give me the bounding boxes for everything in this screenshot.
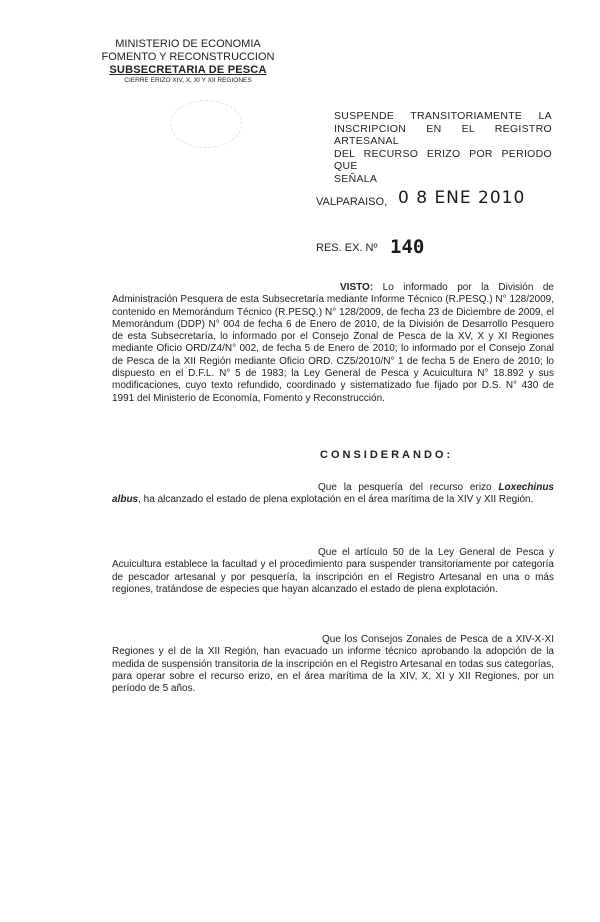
title-line: DEL RECURSO ERIZO POR PERIODO QUE	[334, 147, 552, 172]
considerando-heading: CONSIDERANDO:	[320, 449, 454, 461]
date-stamp: 0 8 ENE 2010	[398, 188, 526, 208]
visto-text: Lo informado por la División de Administración Pesquera de esta Subsecretaría mediante Informe Técnico (R.PESQ.) N° 128/2009, contenido en Memorándum Técnico (R.PESQ.) N° 128/2009, de fecha 23 de Diciembre de 2009, el Memorándum (DDP) N° 004 de fecha 6 de Enero de 2010, de la División de Desarrollo Pesquero de esta Subsecretaría, lo informado por el Consejo Zonal de Pesca de la XV, X y XI Regiones mediante Oficio ORD/Z4/N° 002, de fecha 5 de Enero de 2010; lo informado por el Consejo Zonal de Pesca de la XII Región mediante Oficio ORD. CZ5/2010/N° 1 de fecha 5 de Enero de 2010; lo dispuesto en el D.F.L. N° 5 de 1983; la Ley General de Pesca y Acuicultura N° 18.892 y sus modificaciones, cuyo texto refundido, coordinado y sistematizado fue fijado por D.S. N° 430 de 1991 del Ministerio de Economía, Fomento y Reconstrucción.	[112, 282, 554, 404]
considerando-text: Que la pesquería del recurso erizo	[318, 482, 499, 493]
considerando-item-1	[112, 482, 554, 507]
faded-stamp	[170, 100, 242, 148]
ministry-name: MINISTERIO DE ECONOMIA	[115, 38, 261, 50]
species-name: Loxechinus albus	[112, 482, 554, 506]
considerando-text: Que los Consejos Zonales de Pesca de a XIV-X-XI Regiones y el de la XII Región, han evacuado un informe técnico aprobando la adopción de la medida de suspensión transitoria de la inscripción en el Registro Artesanal en todas sus categorías, para operar sobre el recurso erizo, en el área marítima de la XIV, X, XI y XII Regiones, por un período de 5 años.	[112, 634, 554, 695]
ministry-subtitle: FOMENTO Y RECONSTRUCCION	[101, 51, 275, 63]
visto-label: VISTO:	[340, 282, 374, 293]
visto-paragraph	[112, 282, 554, 405]
title-line: SUSPENDE TRANSITORIAMENTE LA	[334, 110, 552, 122]
letterhead	[88, 38, 288, 85]
considerando-text: , ha alcanzado el estado de plena explotación en el área marítima de la XIV y XII Región.	[138, 494, 534, 506]
considerando-item-3	[112, 634, 554, 695]
resolution-number: 140	[390, 236, 425, 258]
considerando-item-2	[112, 547, 554, 596]
document-reference: CIERRE ERIZO XIV, X, XI Y XII REGIONES	[124, 77, 252, 84]
considerando-text: Que el artículo 50 de la Ley General de Pesca y Acuicultura establece la facultad y el procedimiento para suspender transitoriamente por categoría de pescador artesanal y por pesquería, la inscripción en el Registro Artesanal en una o más regiones, tratándose de especies que hayan alcanzado el estado de plena explotación.	[112, 547, 554, 595]
title-line: SEÑALA	[334, 172, 378, 185]
resolution-label: RES. EX. Nº	[316, 242, 378, 254]
document-title	[334, 110, 552, 185]
place-label: VALPARAISO,	[316, 196, 388, 208]
subsecretaria-name: SUBSECRETARIA DE PESCA	[109, 64, 267, 76]
title-line: INSCRIPCION EN EL REGISTRO ARTESANAL	[334, 122, 552, 147]
